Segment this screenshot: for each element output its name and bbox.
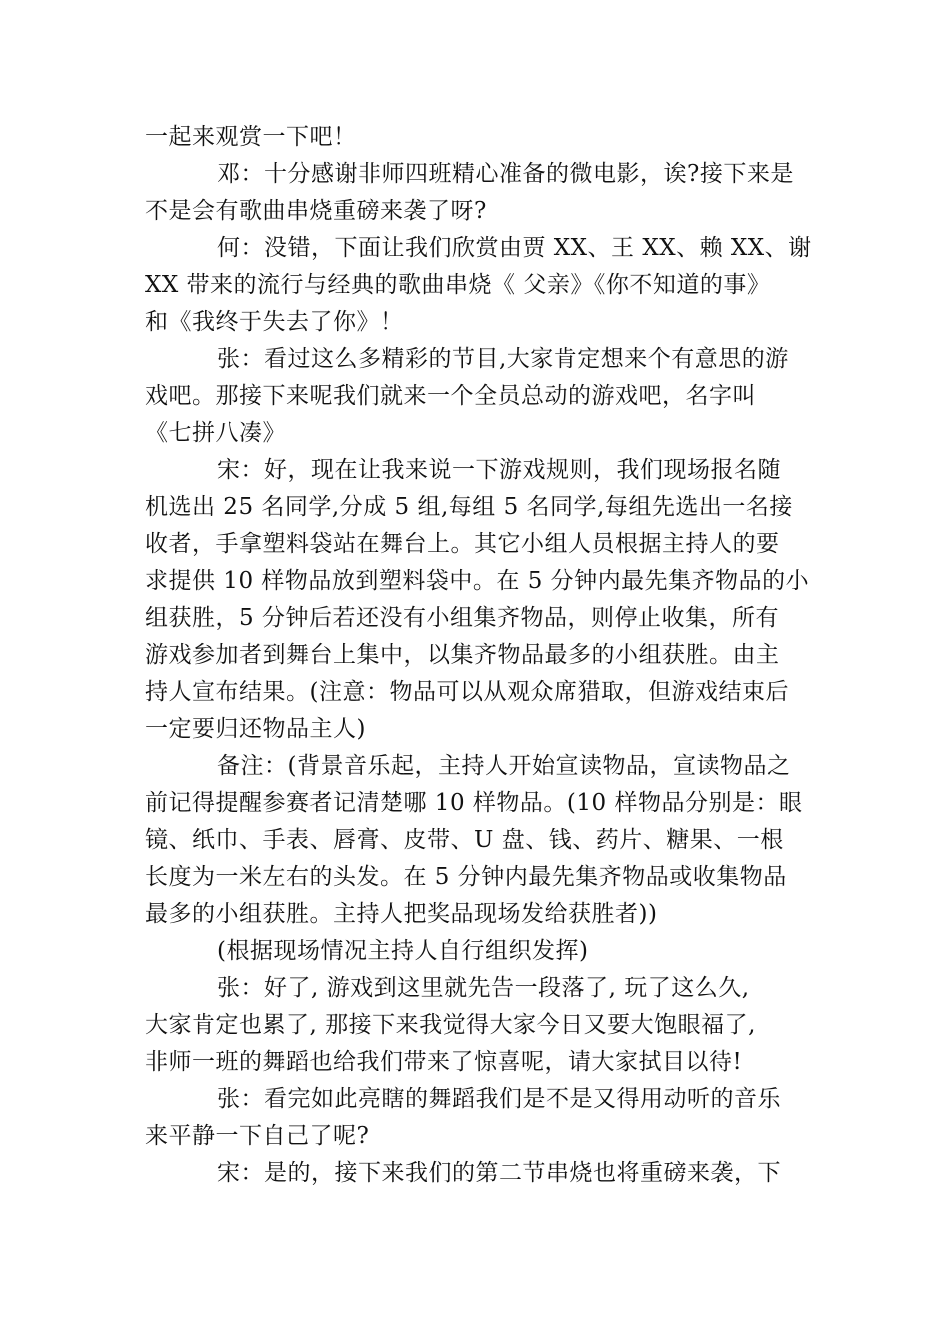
paragraph-start-line: 备注：(背景音乐起，主持人开始宣读物品，宣读物品之 xyxy=(217,753,791,779)
paragraph-start-line: 张：看过这么多精彩的节目,大家肯定想来个有意思的游 xyxy=(217,346,789,372)
text-line: 长度为一米左右的头发。在 5 分钟内最先集齐物品或收集物品 xyxy=(145,864,787,890)
paragraph-start-line: 张：看完如此亮瞎的舞蹈我们是不是又得用动听的音乐 xyxy=(217,1086,781,1112)
paragraph-start-line: 宋：是的，接下来我们的第二节串烧也将重磅来袭，下 xyxy=(217,1160,781,1186)
text-line: XX 带来的流行与经典的歌曲串烧《 父亲》《你不知道的事》 xyxy=(145,272,771,298)
text-line: 大家肯定也累了, 那接下来我觉得大家今日又要大饱眼福了, xyxy=(145,1012,756,1038)
text-line: 一起来观赏一下吧！ xyxy=(145,124,357,150)
text-line: 戏吧。那接下来呢我们就来一个全员总动的游戏吧，名字叫 xyxy=(145,383,756,409)
text-line: 收者，手拿塑料袋站在舞台上。其它小组人员根据主持人的要 xyxy=(145,531,780,557)
text-line: 来平静一下自己了呢? xyxy=(145,1123,370,1149)
paragraph-start-line: 张：好了, 游戏到这里就先告一段落了, 玩了这么久, xyxy=(217,975,750,1001)
paragraph-start-line: 何：没错，下面让我们欣赏由贾 XX、王 XX、赖 XX、谢 xyxy=(217,235,812,261)
text-line: 和《我终于失去了你》！ xyxy=(145,309,404,335)
text-line: 镜、纸巾、手表、唇膏、皮带、U 盘、钱、药片、糖果、一根 xyxy=(145,827,784,853)
text-line: 组获胜，5 分钟后若还没有小组集齐物品，则停止收集，所有 xyxy=(145,605,779,631)
paragraph-start-line: (根据现场情况主持人自行组织发挥) xyxy=(217,938,589,964)
text-line: 持人宣布结果。(注意：物品可以从观众席猎取，但游戏结束后 xyxy=(145,679,789,705)
paragraph-start-line: 邓：十分感谢非师四班精心准备的微电影，诶?接下来是 xyxy=(217,161,794,187)
text-line: 非师一班的舞蹈也给我们带来了惊喜呢，请大家拭目以待! xyxy=(145,1049,743,1075)
text-line: 一定要归还物品主人) xyxy=(145,716,366,742)
paragraph-start-line: 宋：好，现在让我来说一下游戏规则，我们现场报名随 xyxy=(217,457,781,483)
text-line: 《七拼八凑》 xyxy=(145,420,286,446)
text-line: 机选出 25 名同学,分成 5 组,每组 5 名同学,每组先选出一名接 xyxy=(145,494,793,520)
text-line: 游戏参加者到舞台上集中，以集齐物品最多的小组获胜。由主 xyxy=(145,642,780,668)
text-line: 求提供 10 样物品放到塑料袋中。在 5 分钟内最先集齐物品的小 xyxy=(145,568,810,594)
text-line: 最多的小组获胜。主持人把奖品现场发给获胜者)) xyxy=(145,901,658,927)
text-line: 不是会有歌曲串烧重磅来袭了呀? xyxy=(145,198,487,224)
text-line: 前记得提醒参赛者记清楚哪 10 样物品。(10 样物品分别是：眼 xyxy=(145,790,803,816)
